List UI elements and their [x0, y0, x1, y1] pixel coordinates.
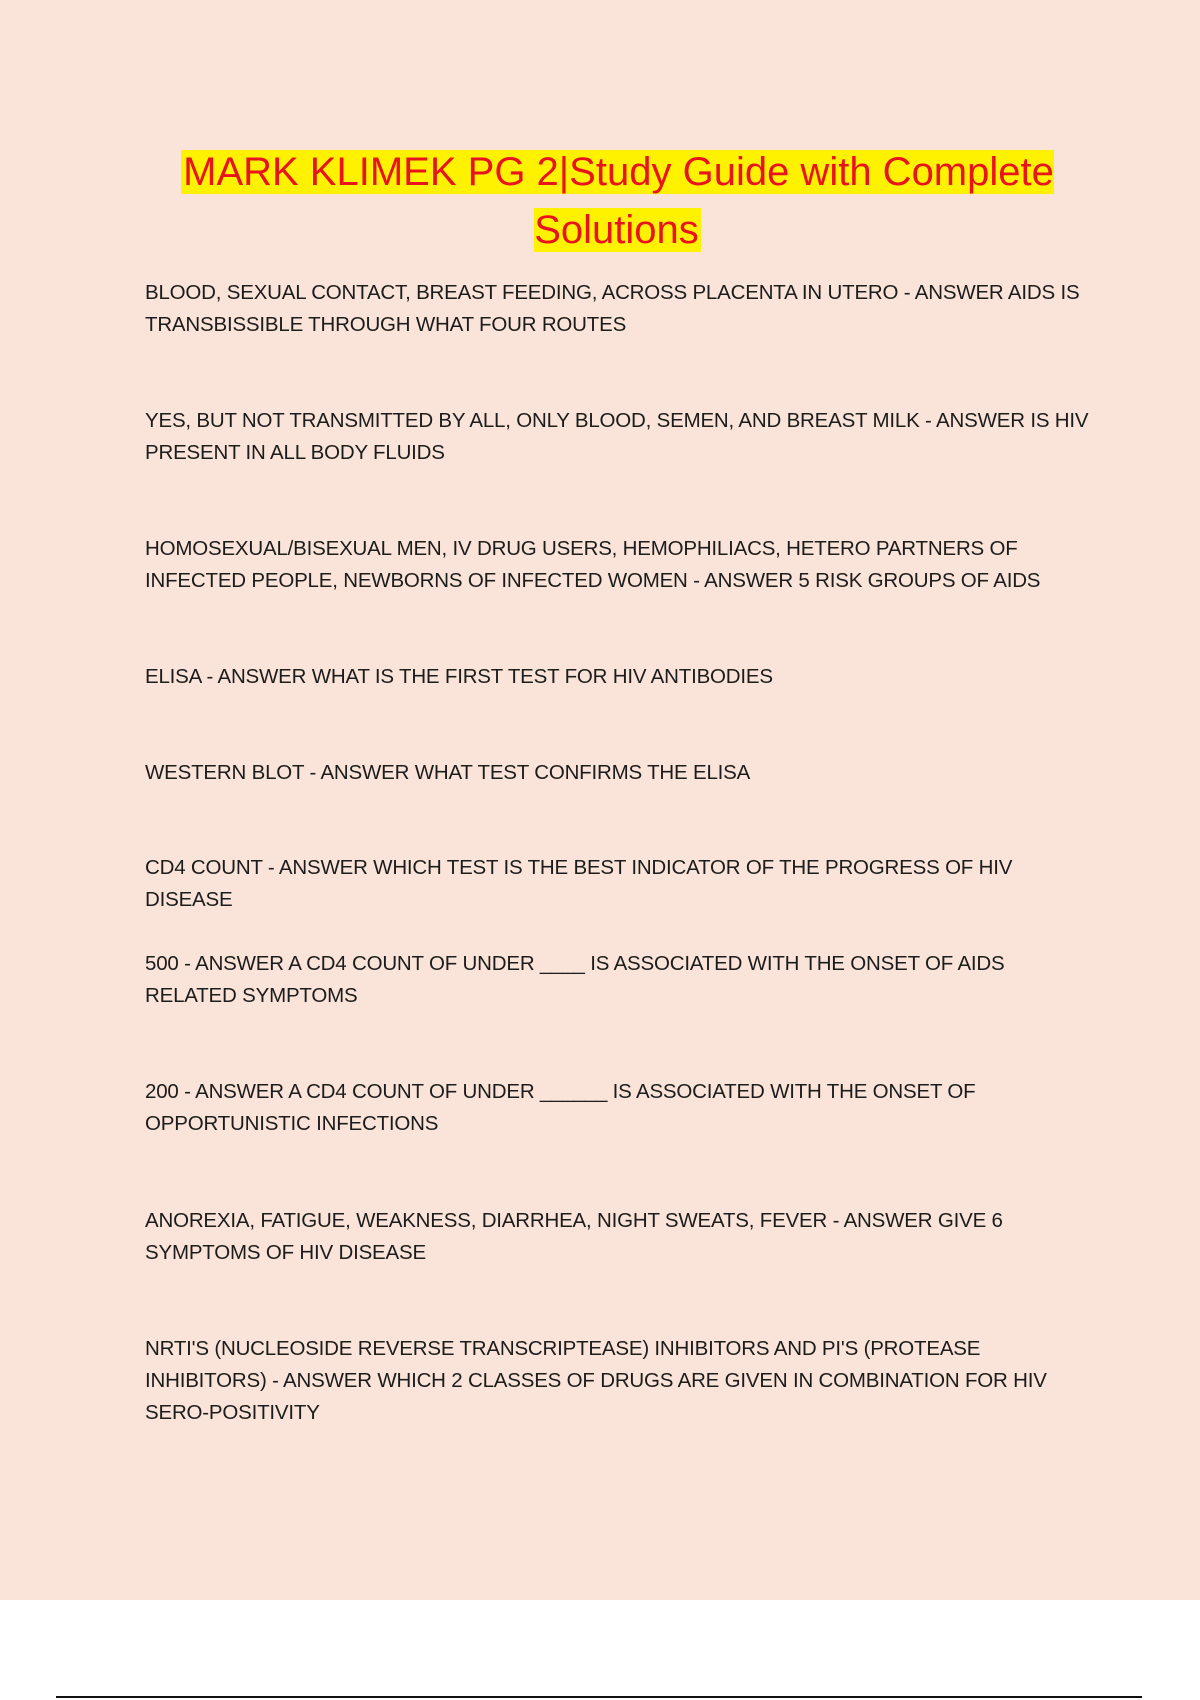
qa-item-5: WESTERN BLOT - ANSWER WHAT TEST CONFIRMS THE ELISA: [145, 761, 751, 784]
document-title: [150, 143, 1085, 259]
qa-item-10: NRTI'S (NUCLEOSIDE REVERSE TRANSCRIPTEASE) INHIBITORS AND PI'S (PROTEASE INHIBITORS) - ANSWER WHICH 2 CLASSES OF DRUGS ARE GIVEN IN COMBINATION FOR HIV SERO-POSITIVITY: [145, 1337, 1047, 1424]
title-highlight: MARK KLIMEK PG 2|Study Guide with Complete Solutions: [183, 150, 1054, 252]
qa-item-8: 200 - ANSWER A CD4 COUNT OF UNDER ______ IS ASSOCIATED WITH THE ONSET OF OPPORTUNISTIC INFECTIONS: [145, 1080, 976, 1135]
qa-item-1: BLOOD, SEXUAL CONTACT, BREAST FEEDING, ACROSS PLACENTA IN UTERO - ANSWER AIDS IS TRANSBISSIBLE THROUGH WHAT FOUR ROUTES: [145, 281, 1080, 336]
qa-item-9: ANOREXIA, FATIGUE, WEAKNESS, DIARRHEA, NIGHT SWEATS, FEVER - ANSWER GIVE 6 SYMPTOMS OF HIV DISEASE: [145, 1209, 1003, 1264]
qa-item-7: 500 - ANSWER A CD4 COUNT OF UNDER ____ IS ASSOCIATED WITH THE ONSET OF AIDS RELATED SYMPTOMS: [145, 952, 1005, 1007]
qa-item-4: ELISA - ANSWER WHAT IS THE FIRST TEST FOR HIV ANTIBODIES: [145, 665, 773, 688]
footer-divider: [56, 1696, 1142, 1698]
qa-item-2: YES, BUT NOT TRANSMITTED BY ALL, ONLY BLOOD, SEMEN, AND BREAST MILK - ANSWER IS HIV PRESENT IN ALL BODY FLUIDS: [145, 409, 1089, 464]
qa-item-6: CD4 COUNT - ANSWER WHICH TEST IS THE BEST INDICATOR OF THE PROGRESS OF HIV DISEASE: [145, 856, 1013, 911]
qa-item-3: HOMOSEXUAL/BISEXUAL MEN, IV DRUG USERS, HEMOPHILIACS, HETERO PARTNERS OF INFECTED PEOPLE, NEWBORNS OF INFECTED WOMEN - ANSWER 5 RISK GROUPS OF AIDS: [145, 537, 1041, 592]
